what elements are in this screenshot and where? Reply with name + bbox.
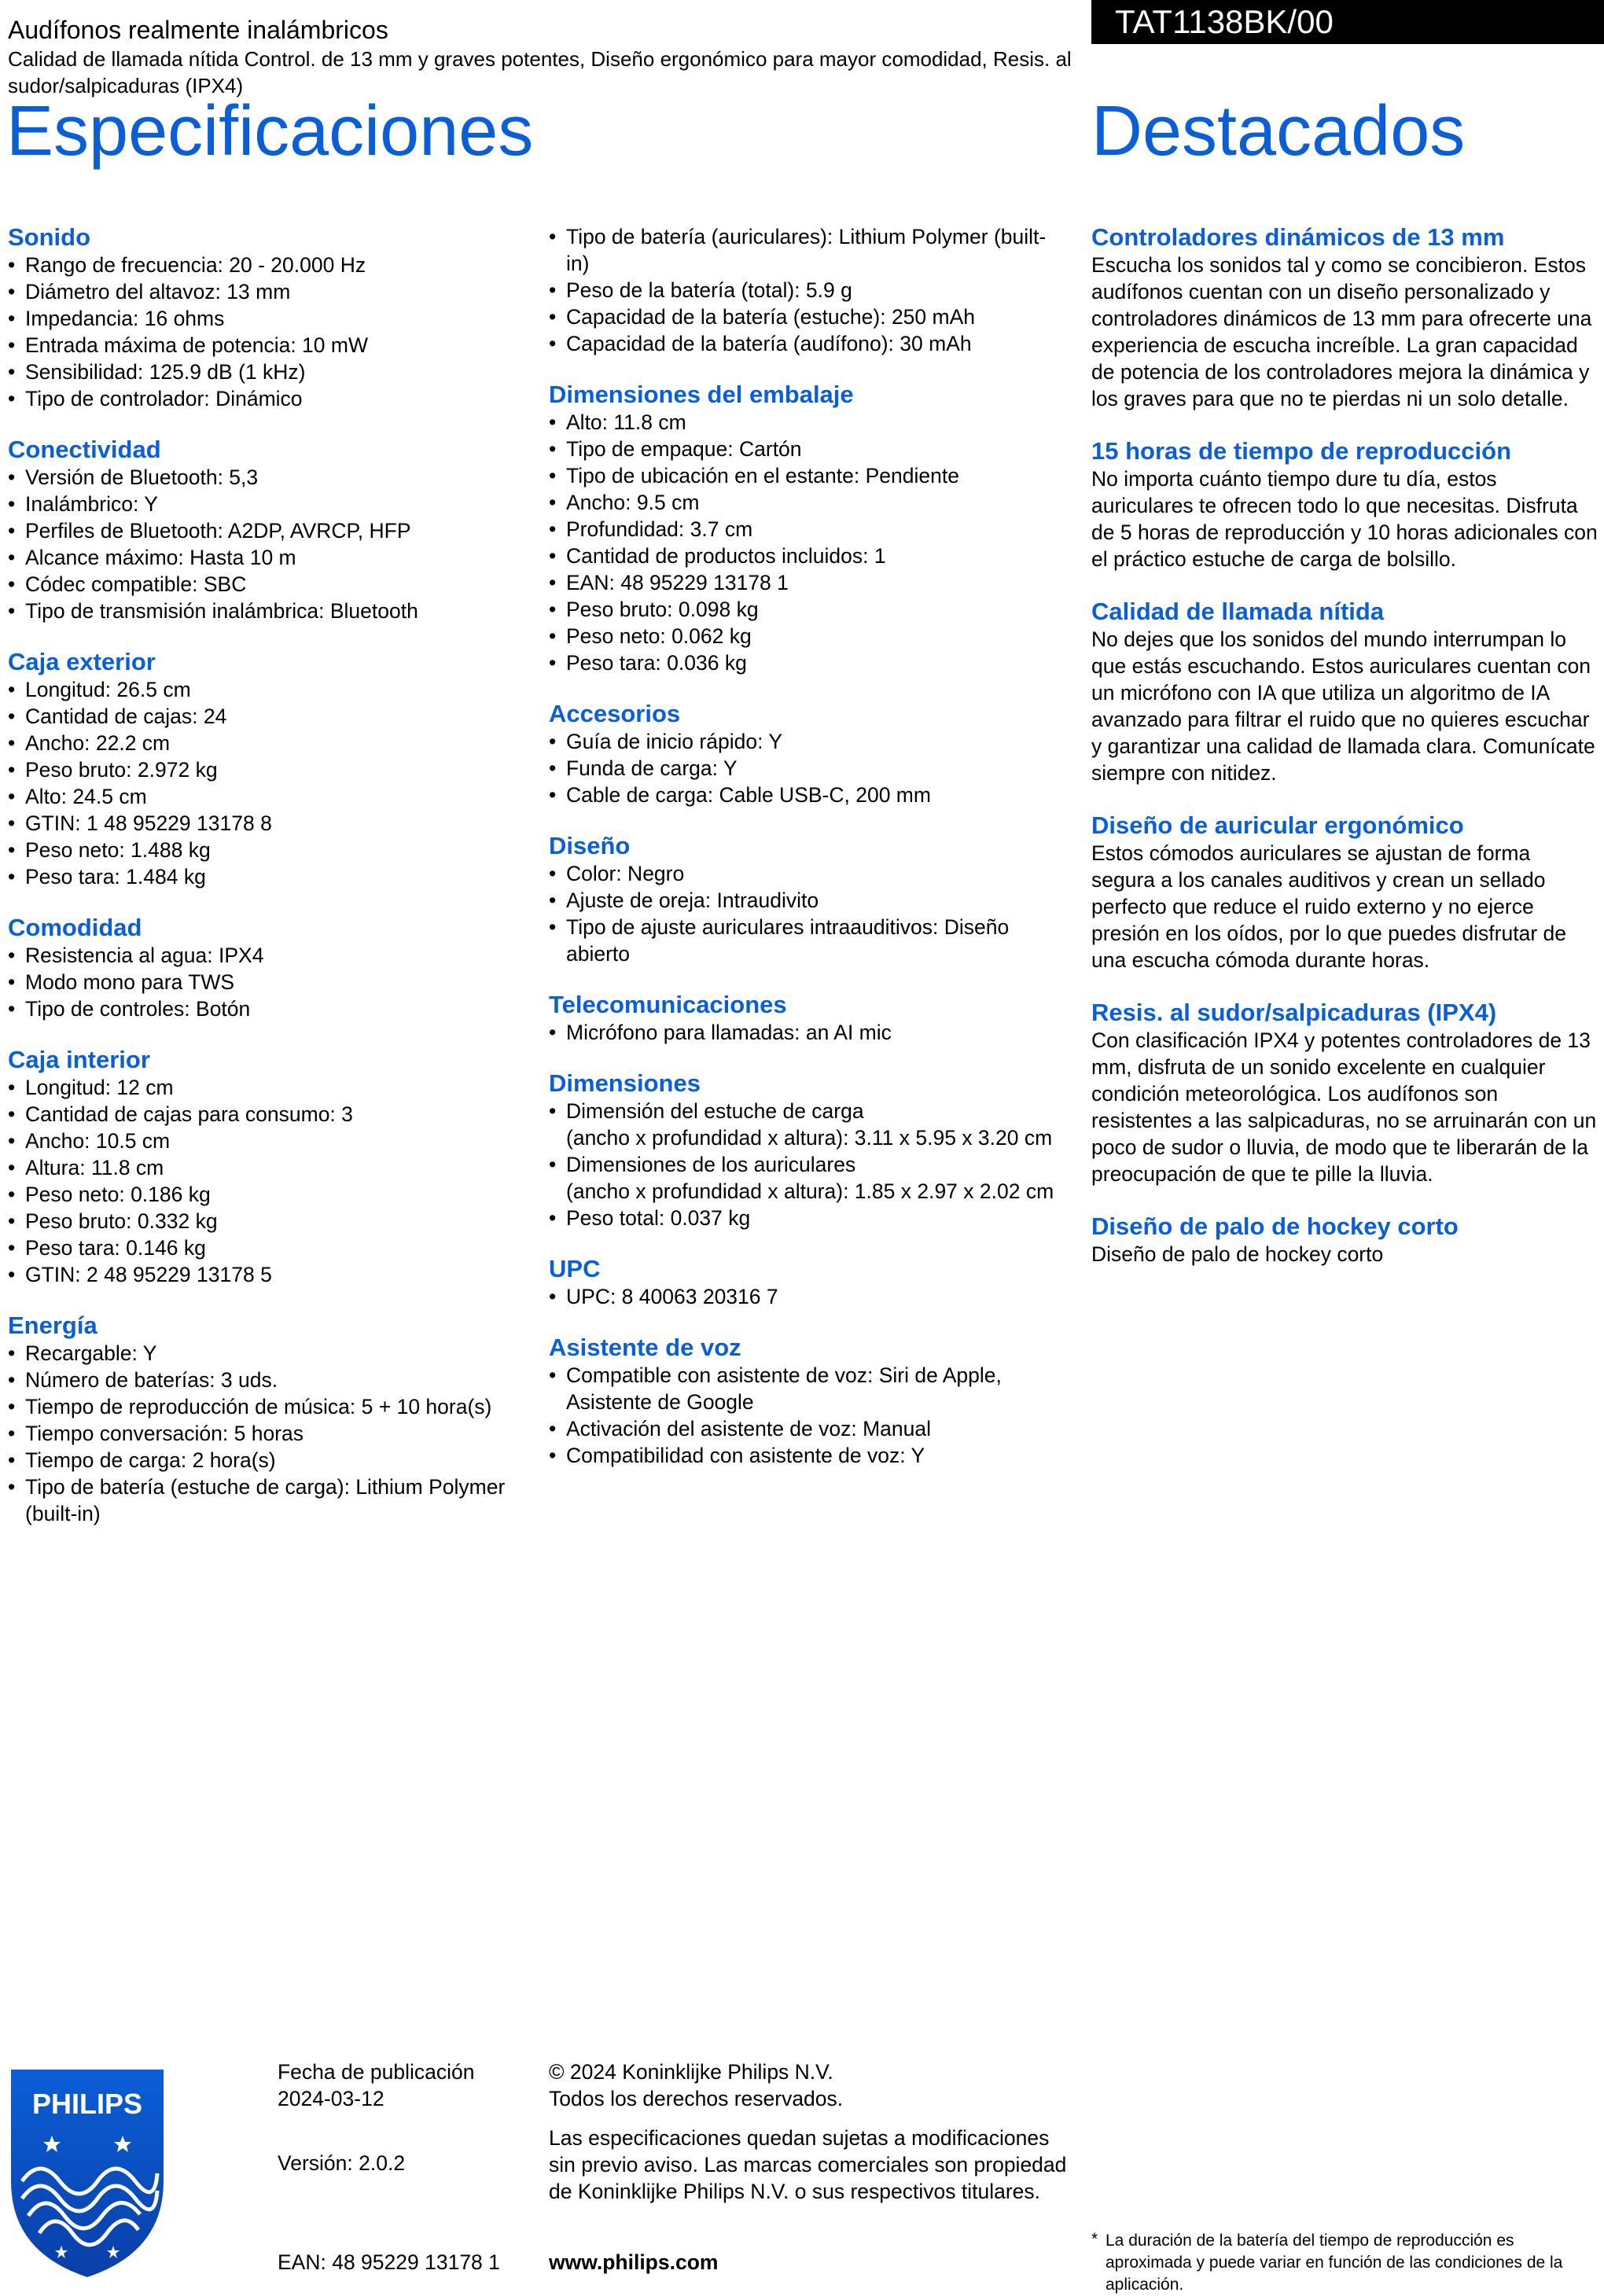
spec-item: • Guía de inicio rápido: Y	[549, 728, 1068, 755]
philips-shield-icon	[5, 2063, 170, 2280]
spec-item: • Número de baterías: 3 uds.	[8, 1367, 527, 1393]
spec-item: • Capacidad de la batería (estuche): 250 mAh	[549, 304, 1068, 330]
spec-item: • Tipo de transmisión inalámbrica: Bluetooth	[8, 598, 527, 624]
spec-item: • Versión de Bluetooth: 5,3	[8, 464, 527, 491]
highlights-column	[1091, 223, 1599, 1293]
spec-item: • Activación del asistente de voz: Manual	[549, 1415, 1068, 1442]
spec-section-telecomunicaciones	[549, 991, 1068, 1046]
spec-section-sonido	[8, 223, 527, 412]
section-title: Telecomunicaciones	[549, 991, 787, 1018]
spec-item: • Diámetro del altavoz: 13 mm	[8, 278, 527, 305]
spec-item: • Funda de carga: Y	[549, 755, 1068, 782]
spec-item: • Ancho: 22.2 cm	[8, 730, 527, 756]
spec-item: • Tipo de controlador: Dinámico	[8, 385, 527, 412]
spec-item: • Tiempo conversación: 5 horas	[8, 1420, 527, 1447]
spec-section-accesorios	[549, 700, 1068, 808]
highlight-title: Controladores dinámicos de 13 mm	[1091, 223, 1505, 251]
spec-item: • Alcance máximo: Hasta 10 m	[8, 544, 527, 571]
spec-item: • Capacidad de la batería (audífono): 30 mAh	[549, 330, 1068, 357]
sku-code: TAT1138BK/00	[1115, 3, 1334, 40]
rights-line: Todos los derechos reservados.	[549, 2087, 844, 2110]
spec-item-detail: (ancho x profundidad x altura): 3.11 x 5.95 x 3.20 cm	[566, 1126, 1053, 1150]
spec-item: • Tipo de batería (auriculares): Lithium Polymer (built-in)	[549, 223, 1068, 277]
spec-item: • GTIN: 1 48 95229 13178 8	[8, 810, 527, 837]
spec-item: • Compatibilidad con asistente de voz: Y	[549, 1442, 1068, 1469]
spec-section-comodidad	[8, 914, 527, 1022]
section-title: Asistente de voz	[549, 1334, 741, 1361]
spec-item: • Altura: 11.8 cm	[8, 1154, 527, 1181]
spec-item: • Peso total: 0.037 kg	[549, 1205, 1068, 1231]
spec-item	[549, 1098, 1068, 1151]
publication-label: Fecha de publicación	[278, 2060, 475, 2084]
spec-item: • Peso tara: 0.146 kg	[8, 1234, 527, 1261]
spec-section-diseno	[549, 832, 1068, 967]
spec-item: • Cantidad de productos incluidos: 1	[549, 543, 1068, 569]
section-title: Conectividad	[8, 436, 161, 463]
highlight-block	[1091, 999, 1599, 1187]
spec-item: • Peso tara: 1.484 kg	[8, 863, 527, 890]
spec-item: • Recargable: Y	[8, 1340, 527, 1367]
spec-item: • Impedancia: 16 ohms	[8, 305, 527, 332]
spec-section-caja-exterior	[8, 648, 527, 890]
highlights-heading: Destacados	[1091, 92, 1466, 171]
philips-shield-logo	[5, 2063, 170, 2280]
spec-heading: Especificaciones	[6, 92, 534, 171]
spec-item: • Micrófono para llamadas: an AI mic	[549, 1019, 1068, 1046]
spec-item: • Tipo de controles: Botón	[8, 995, 527, 1022]
spec-item: • Tipo de empaque: Cartón	[549, 436, 1068, 462]
footnote-marker: *	[1091, 2230, 1098, 2248]
spec-item: • Cable de carga: Cable USB-C, 200 mm	[549, 782, 1068, 808]
highlight-block	[1091, 223, 1599, 412]
spec-section-conectividad	[8, 436, 527, 624]
publication-date: 2024-03-12	[278, 2087, 384, 2110]
spec-item: • Ancho: 10.5 cm	[8, 1128, 527, 1154]
spec-section-energia-cont	[549, 223, 1068, 357]
highlight-title: Diseño de auricular ergonómico	[1091, 811, 1464, 839]
spec-column-2	[549, 223, 1068, 1492]
spec-item: • Alto: 24.5 cm	[8, 783, 527, 810]
highlight-title: Calidad de llamada nítida	[1091, 598, 1385, 625]
spec-item: • Tiempo de carga: 2 hora(s)	[8, 1447, 527, 1474]
highlight-title: 15 horas de tiempo de reproducción	[1091, 437, 1512, 465]
spec-item: • Tipo de ajuste auriculares intraauditivos: Diseño abierto	[549, 914, 1068, 967]
spec-item: • Peso tara: 0.036 kg	[549, 649, 1068, 676]
spec-item-label: Dimensiones de los auriculares	[566, 1153, 856, 1176]
spec-item: • Peso bruto: 0.332 kg	[8, 1208, 527, 1234]
product-title: Audífonos realmente inalámbricos	[8, 16, 388, 44]
sku-bar	[1091, 0, 1604, 44]
spec-item: • Sensibilidad: 125.9 dB (1 kHz)	[8, 359, 527, 385]
highlight-title: Resis. al sudor/salpicaduras (IPX4)	[1091, 999, 1497, 1026]
spec-item: • Códec compatible: SBC	[8, 571, 527, 598]
spec-section-asistente-voz	[549, 1334, 1068, 1469]
spec-item-detail: (ancho x profundidad x altura): 1.85 x 2.97 x 2.02 cm	[566, 1179, 1054, 1203]
highlight-block	[1091, 811, 1599, 973]
highlight-body: Escucha los sonidos tal y como se concibieron. Estos audífonos cuentan con un diseño personalizado y controladores dinámicos de 13 mm para ofrecerte una experiencia de escucha increíble. La gran capacidad de potencia de los controladores mejora la dinámica y los graves para que no te pierdas ni un solo detalle.	[1091, 253, 1592, 410]
spec-item: • Resistencia al agua: IPX4	[8, 942, 527, 969]
spec-item: • Peso neto: 0.062 kg	[549, 623, 1068, 649]
section-title: Energía	[8, 1312, 97, 1339]
highlight-title: Diseño de palo de hockey corto	[1091, 1212, 1459, 1240]
spec-item: • Longitud: 26.5 cm	[8, 676, 527, 703]
ean-text: EAN: 48 95229 13178 1	[278, 2250, 500, 2274]
highlight-block	[1091, 598, 1599, 786]
version-text: Versión: 2.0.2	[278, 2151, 406, 2175]
spec-item: • Compatible con asistente de voz: Siri de Apple, Asistente de Google	[549, 1362, 1068, 1415]
spec-item: • Profundidad: 3.7 cm	[549, 516, 1068, 543]
logo-wordmark: PHILIPS	[31, 2088, 143, 2120]
spec-section-dimensiones	[549, 1069, 1068, 1231]
spec-item: • Tiempo de reproducción de música: 5 + 10 hora(s)	[8, 1393, 527, 1420]
spec-section-dimensiones-embalaje	[549, 381, 1068, 676]
spec-item: • Rango de frecuencia: 20 - 20.000 Hz	[8, 252, 527, 278]
section-title: Caja exterior	[8, 648, 156, 675]
spec-item: • Peso neto: 0.186 kg	[8, 1181, 527, 1208]
spec-column-1	[8, 223, 527, 1551]
highlight-body: No dejes que los sonidos del mundo interrumpan lo que estás escuchando. Estos auriculares cuentan con un micrófono con IA que utiliza un algoritmo de IA avanzado para filtrar el ruido que no quieres escuchar y garantizar una calidad de llamada clara. Comunícate siempre con nitidez.	[1091, 627, 1595, 785]
spec-section-energia	[8, 1312, 527, 1527]
spec-item: • Peso bruto: 0.098 kg	[549, 596, 1068, 623]
spec-item: • UPC: 8 40063 20316 7	[549, 1283, 1068, 1310]
disclaimer-text: Las especificaciones quedan sujetas a modificaciones sin previo aviso. Las marcas comerciales son propiedad de Koninklijke Philips N.V. o sus respectivos titulares.	[549, 2126, 1067, 2203]
spec-item: • Peso bruto: 2.972 kg	[8, 756, 527, 783]
spec-item: • Ancho: 9.5 cm	[549, 489, 1068, 516]
highlight-body: No importa cuánto tiempo dure tu día, estos auriculares te ofrecen todo lo que necesitas. Disfruta de 5 horas de reproducción y 10 horas adicionales con el práctico estuche de carga de bolsillo.	[1091, 467, 1598, 571]
highlight-body: Diseño de palo de hockey corto	[1091, 1242, 1384, 1266]
section-title: Dimensiones del embalaje	[549, 381, 854, 408]
spec-item: • Ajuste de oreja: Intraudivito	[549, 887, 1068, 914]
spec-item: • Peso de la batería (total): 5.9 g	[549, 277, 1068, 304]
highlight-block	[1091, 437, 1599, 572]
spec-item: • Longitud: 12 cm	[8, 1074, 527, 1101]
section-title: Comodidad	[8, 914, 142, 941]
spec-item: • Color: Negro	[549, 860, 1068, 887]
spec-item	[549, 1151, 1068, 1205]
spec-item: • Peso neto: 1.488 kg	[8, 837, 527, 863]
spec-item: • Inalámbrico: Y	[8, 491, 527, 517]
highlight-body: Estos cómodos auriculares se ajustan de forma segura a los canales auditivos y crean un sellado perfecto que reduce el ruido externo y no ejerce presión en los oídos, por lo que puedes disfrutar de una escucha cómoda durante horas.	[1091, 841, 1567, 972]
spec-item: • Entrada máxima de potencia: 10 mW	[8, 332, 527, 359]
section-title: UPC	[549, 1255, 601, 1282]
spec-item: • Tipo de batería (estuche de carga): Lithium Polymer (built-in)	[8, 1474, 527, 1527]
highlight-block	[1091, 1212, 1599, 1268]
section-title: Caja interior	[8, 1046, 150, 1073]
section-title: Accesorios	[549, 700, 681, 727]
spec-item: • EAN: 48 95229 13178 1	[549, 569, 1068, 596]
footer	[0, 2044, 1604, 2294]
highlight-body: Con clasificación IPX4 y potentes controladores de 13 mm, disfruta de un sonido excelente en cualquier condición meteorológica. Los audífonos son resistentes a las salpicaduras, no se arruinarán con un poco de sudor o lluvia, de modo que te liberarán de la preocupación de que te pille la lluvia.	[1091, 1028, 1597, 1186]
spec-section-upc	[549, 1255, 1068, 1310]
section-title: Diseño	[549, 832, 631, 859]
spec-item: • GTIN: 2 48 95229 13178 5	[8, 1261, 527, 1288]
spec-item: • Cantidad de cajas para consumo: 3	[8, 1101, 527, 1128]
section-title: Sonido	[8, 223, 91, 251]
spec-item: • Modo mono para TWS	[8, 969, 527, 995]
spec-item: • Cantidad de cajas: 24	[8, 703, 527, 730]
battery-footnote	[1091, 2230, 1604, 2296]
copyright-line: © 2024 Koninklijke Philips N.V.	[549, 2060, 833, 2084]
spec-section-caja-interior	[8, 1046, 527, 1288]
product-subtitle: Calidad de llamada nítida Control. de 13 mm y graves potentes, Diseño ergonómico para mayor comodidad, Resis. al sudor/salpicaduras (IPX4)	[8, 47, 1072, 98]
publication-block	[278, 2059, 482, 2112]
website-link[interactable]: www.philips.com	[549, 2250, 719, 2274]
footnote-text: La duración de la batería del tiempo de reproducción es aproximada y puede variar en función de las condiciones de la aplicación.	[1106, 2232, 1563, 2294]
spec-item: • Tipo de ubicación en el estante: Pendiente	[549, 462, 1068, 489]
section-title: Dimensiones	[549, 1069, 701, 1097]
spec-item: • Alto: 11.8 cm	[549, 409, 1068, 436]
spec-item: • Perfiles de Bluetooth: A2DP, AVRCP, HFP	[8, 517, 527, 544]
spec-item-label: Dimensión del estuche de carga	[566, 1099, 864, 1123]
copyright-block	[549, 2059, 1068, 2112]
